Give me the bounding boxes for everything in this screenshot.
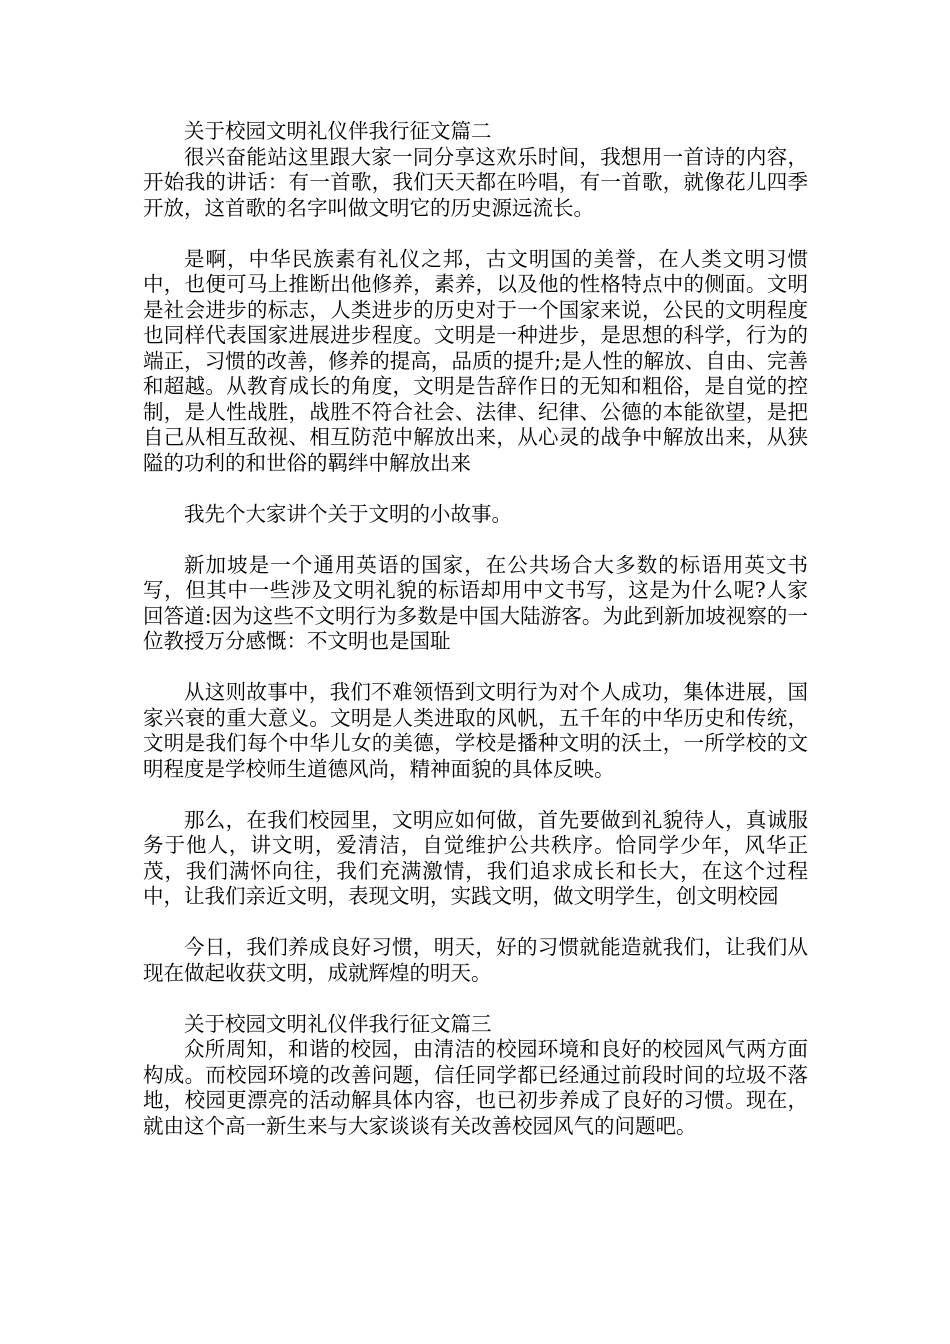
document-page [143, 119, 808, 1139]
section-heading-3: 关于校园文明礼仪伴我行征文篇三 [184, 1011, 492, 1036]
paragraph-gap [143, 910, 808, 936]
paragraph-gap [143, 782, 808, 808]
paragraph: 我先个大家讲个关于文明的小故事。 [184, 501, 512, 526]
paragraph: 今日，我们养成良好习惯，明天，好的习惯就能造就我们，让我们从现在做起收获文明，成就辉煌的明天。 [143, 935, 808, 985]
paragraph: 是啊，中华民族素有礼仪之邦，古文明国的美誉，在人类文明习惯中，也便可马上推断出他修养，素养，以及他的性格特点中的侧面。文明是社会进步的标志，人类进步的历史对于一个国家来说，公民的文明程度也同样代表国家进展进步程度。文明是一种进步，是思想的科学，行为的端正，习惯的改善，修养的提高，品质的提升;是人性的解放、自由、完善和超越。从教育成长的角度，文明是告辞作日的无知和粗俗，是自觉的控制，是人性战胜，战胜不符合社会、法律、纪律、公德的本能欲望，是把自己从相互敌视、相互防范中解放出来，从心灵的战争中解放出来，从狭隘的功利的和世俗的羁绊中解放出来 [143, 246, 808, 475]
section-heading-2: 关于校园文明礼仪伴我行征文篇二 [184, 119, 492, 143]
paragraph-gap [143, 527, 808, 553]
paragraph: 那么，在我们校园里，文明应如何做，首先要做到礼貌待人，真诚服务于他人，讲文明，爱清洁，自觉维护公共秩序。恰同学少年，风华正茂，我们满怀向往，我们充满激情，我们追求成长和长大，在这个过程中，让我们亲近文明，表现文明，实践文明，做文明学生，创文明校园 [143, 807, 808, 908]
paragraph: 从这则故事中，我们不难领悟到文明行为对个人成功，集体进展，国家兴衰的重大意义。文明是人类进取的风帆，五千年的中华历史和传统，文明是我们每个中华儿女的美德，学校是播种文明的沃土，一所学校的文明程度是学校师生道德风尚，精神面貌的具体反映。 [143, 680, 808, 781]
paragraph-gap [143, 221, 808, 247]
paragraph-gap [143, 476, 808, 502]
paragraph: 新加坡是一个通用英语的国家，在公共场合大多数的标语用英文书写，但其中一些涉及文明礼貌的标语却用中文书写，这是为什么呢?人家回答道:因为这些不文明行为多数是中国大陆游客。为此到新加坡视察的一位教授万分感慨：不文明也是国耻 [143, 552, 808, 653]
paragraph: 很兴奋能站这里跟大家一同分享这欢乐时间，我想用一首诗的内容，开始我的讲话：有一首歌，我们天天都在吟唱，有一首歌，就像花儿四季开放，这首歌的名字叫做文明它的历史源远流长。 [143, 144, 808, 220]
paragraph-gap [143, 986, 808, 1012]
paragraph: 众所周知，和谐的校园，由清洁的校园环境和良好的校园风气两方面构成。而校园环境的改善问题，信任同学都已经通过前段时间的垃圾不落地，校园更漂亮的活动解具体内容，也已初步养成了良好的习惯。现在，就由这个高一新生来与大家谈谈有关改善校园风气的问题吧。 [143, 1037, 808, 1138]
paragraph-gap [143, 655, 808, 681]
